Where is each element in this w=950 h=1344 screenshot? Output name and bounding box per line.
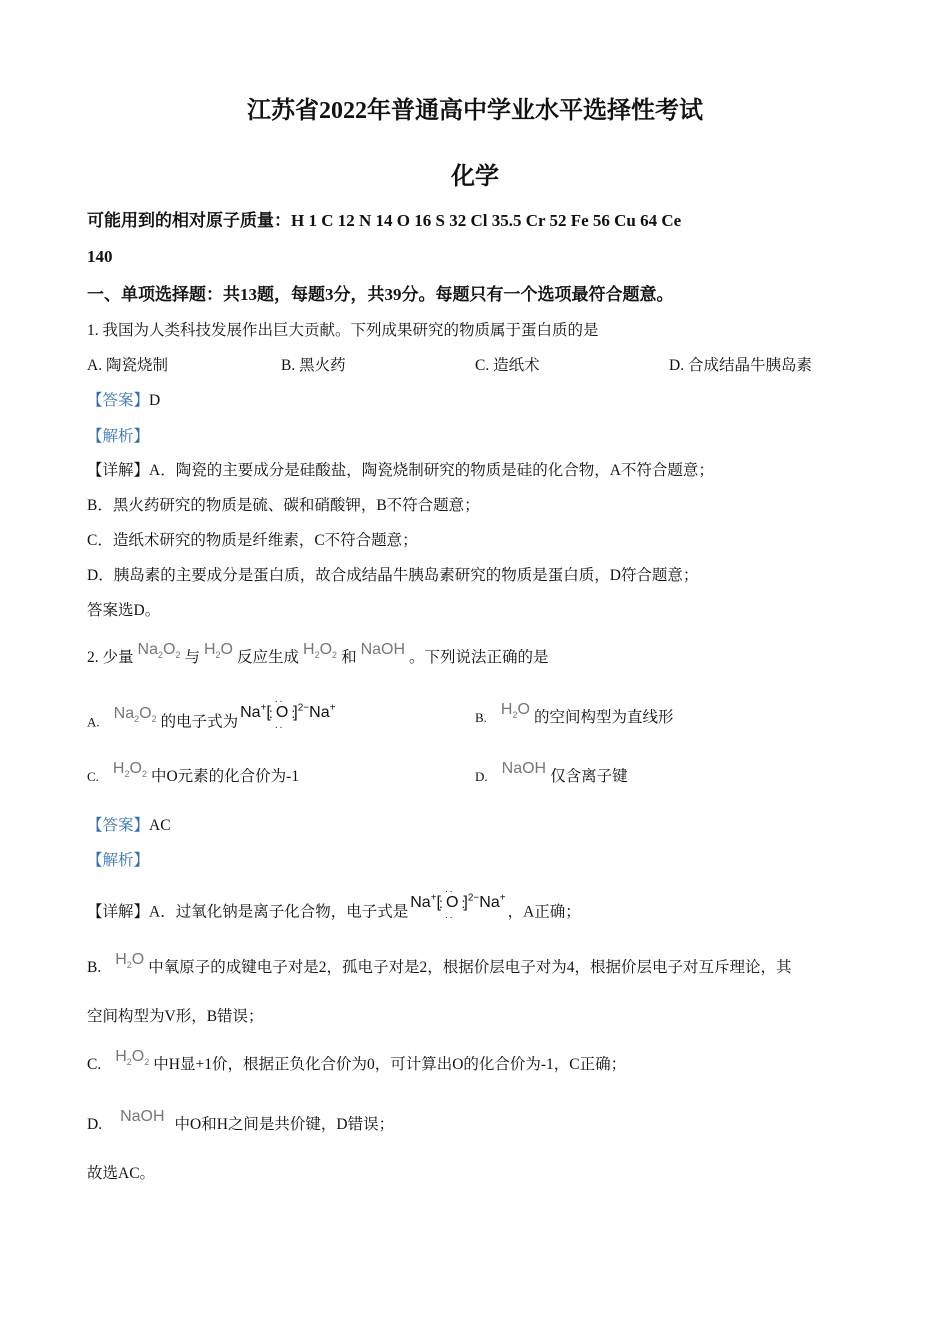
q2-answer xyxy=(87,816,171,836)
formula-h2o2: $H_2O_2$ xyxy=(115,1048,150,1067)
q1-analysis-label: 【解析】 xyxy=(87,428,150,445)
q2-option-c: C. $H_2O_2$ 中O元素的化合价为-1 xyxy=(87,760,300,785)
q2-detail-b-cont: 空间构型为V形，B错误； xyxy=(87,1008,264,1025)
q1-stem: 1. 我国为人类科技发展作出巨大贡献。下列成果研究的物质属于蛋白质的是 xyxy=(87,322,599,339)
formula-naoh: NaOH xyxy=(120,1108,165,1125)
section-heading: 一、单项选择题：共13题，每题3分，共39分。每题只有一个选项最符合题意。 xyxy=(87,285,674,304)
q2-option-d: D. NaOH 仅含离子键 xyxy=(475,760,628,785)
subject-title: 化学 xyxy=(451,164,499,190)
formula-na2o2: $Na_2O_2$ xyxy=(137,641,181,660)
formula-naoh: NaOH xyxy=(501,760,547,777)
q1-conclusion: 答案选D。 xyxy=(87,602,161,619)
answer-value: AC xyxy=(149,817,171,834)
electron-formula-na2o2: Na+[ : .. O .. :]$^{2-}$Na+ xyxy=(410,894,505,911)
q2-option-a: A. $Na_2O_2$ 的电子式为Na+[ : .. O .. :]$^{2-}$Na+ xyxy=(87,708,337,737)
q2-detail-b: B. $H_2O$ 中氧原子的成键电子对是2，孤电子对是2，根据价层电子对为4，根据价层电子对互斥理论，其 xyxy=(87,951,792,976)
q1-detail-a: 【详解】A．陶瓷的主要成分是硅酸盐，陶瓷烧制研究的物质是硅的化合物，A不符合题意； xyxy=(87,462,714,479)
atomic-masses: 可能用到的相对原子质量：H 1 C 12 N 14 O 16 S 32 Cl 35.5 Cr 52 Fe 56 Cu 64 Ce xyxy=(87,211,682,230)
q2-detail-c: C. $H_2O_2$ 中H显+1价，根据正负化合价为0，可计算出O的化合价为-1，C正确； xyxy=(87,1048,627,1073)
q1-detail-d: D．胰岛素的主要成分是蛋白质，故合成结晶牛胰岛素研究的物质是蛋白质，D符合题意； xyxy=(87,567,699,584)
q1-answer xyxy=(87,391,160,411)
formula-h2o: $H_2O$ xyxy=(203,641,233,660)
formula-h2o: $H_2O$ xyxy=(115,951,145,970)
q2-detail-a: 【详解】A．过氧化钠是离子化合物，电子式是Na+[ : .. O .. :]$^{2-}$Na+，A正确； xyxy=(87,898,581,922)
q1-option-d: D. 合成结晶牛胰岛素 xyxy=(669,357,812,374)
q1-option-b: B. 黑火药 xyxy=(281,357,346,374)
formula-h2o: $H_2O$ xyxy=(500,701,530,720)
q2-option-b: B. $H_2O$ 的空间构型为直线形 xyxy=(475,701,674,726)
q1-option-c: C. 造纸术 xyxy=(475,357,540,374)
q2-analysis-label: 【解析】 xyxy=(87,852,150,869)
q1-option-a: A. 陶瓷烧制 xyxy=(87,357,168,374)
q1-detail-c: C．造纸术研究的物质是纤维素，C不符合题意； xyxy=(87,532,418,549)
formula-h2o2: $H_2O_2$ xyxy=(303,641,338,660)
answer-label: 【答案】 xyxy=(87,392,150,409)
q2-number: 2. 少量 xyxy=(87,649,134,666)
q2-detail-d: D. NaOH 中O和H之间是共价键，D错误； xyxy=(87,1108,395,1133)
answer-value: D xyxy=(149,392,161,409)
answer-label: 【答案】 xyxy=(87,817,150,834)
q2-stem: 2. 少量 $Na_2O_2$ 与 $H_2O$ 反应生成 $H_2O_2$ 和 NaOH 。下列说法正确的是 xyxy=(87,641,549,666)
electron-formula-na2o2: Na+[ : .. O .. :]$^{2-}$Na+ xyxy=(240,704,335,721)
atomic-masses-cont: 140 xyxy=(87,247,113,266)
q2-conclusion: 故选AC。 xyxy=(87,1165,156,1182)
formula-h2o2: $H_2O_2$ xyxy=(112,760,147,779)
formula-na2o2: $Na_2O_2$ xyxy=(113,705,157,725)
exam-title: 江苏省2022年普通高中学业水平选择性考试 xyxy=(247,98,703,124)
formula-naoh: NaOH xyxy=(360,641,406,658)
q1-detail-b: B．黑火药研究的物质是硫、碳和硝酸钾，B不符合题意； xyxy=(87,497,480,514)
